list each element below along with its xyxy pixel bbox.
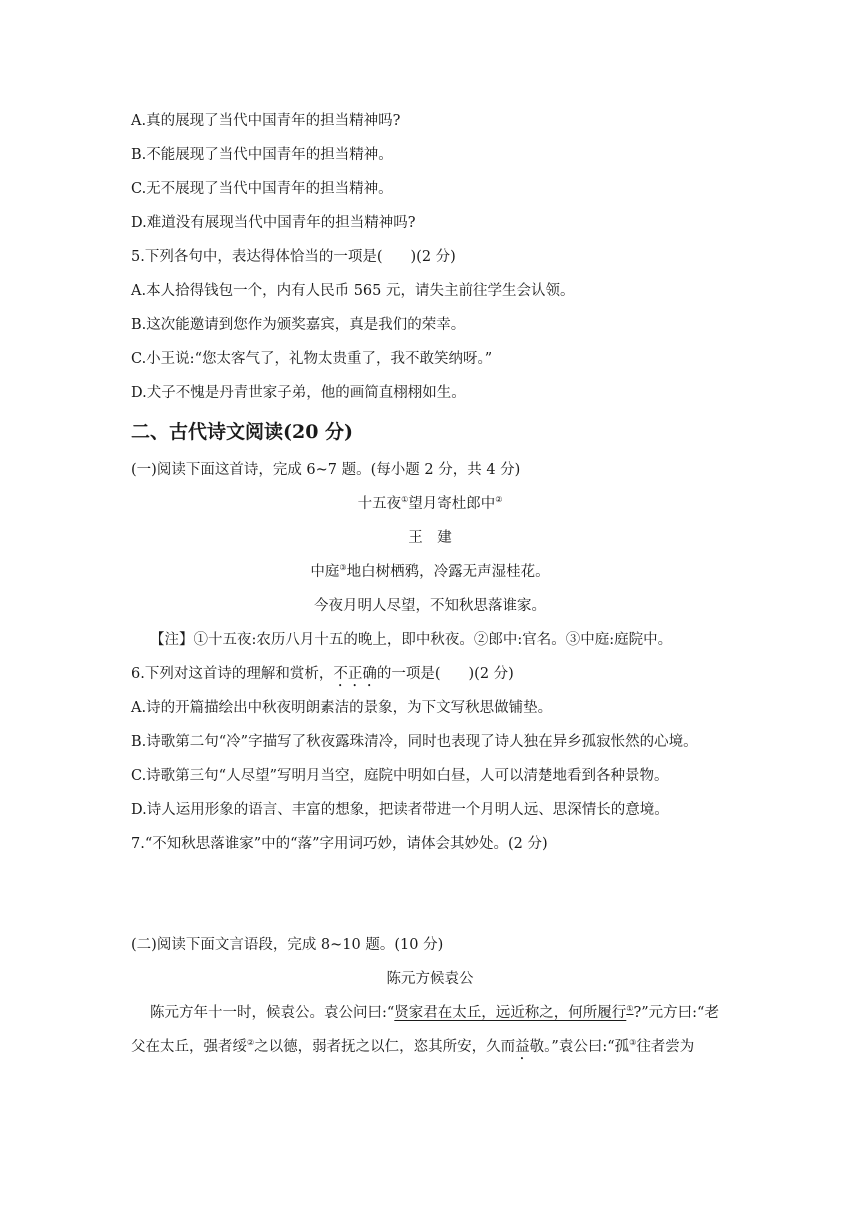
q6-option-d: D.诗人运用形象的语言、丰富的想象，把读者带进一个月明人远、思深情长的意境。: [131, 802, 669, 818]
poem-reading-intro: (一)阅读下面这首诗，完成 6~7 题。(每小题 2 分，共 4 分): [131, 462, 521, 478]
q4-option-c: C.无不展现了当代中国青年的担当精神。: [131, 181, 393, 197]
passage-title: 陈元方候袁公: [386, 971, 474, 987]
section-heading: 二、古代诗文阅读(20 分): [131, 421, 354, 443]
passage-line-1: 陈元方年十一时，候袁公。袁公问曰:“贤家君在太丘，远近称之，何所履行①?”元方曰:“老: [150, 1004, 719, 1021]
q6-option-b: B.诗歌第二句“冷”字描写了秋夜露珠清冷，同时也表现了诗人独在异乡孤寂怅然的心境。: [131, 734, 698, 750]
passage-line-2: 父在太丘，强者绥②之以德，弱者抚之以仁，恣其所安，久而益敬。”袁公曰:“孤③往者尝为: [131, 1038, 695, 1055]
q5-option-c: C.小王说:“您太客气了，礼物太贵重了，我不敢笑纳呀。”: [131, 351, 493, 367]
q5-option-b: B.这次能邀请到您作为颁奖嘉宾，真是我们的荣幸。: [131, 317, 466, 333]
poem-author: 王 建: [408, 530, 452, 546]
classical-reading-intro: (二)阅读下面文言语段，完成 8~10 题。(10 分): [131, 937, 444, 953]
q6-stem: 6.下列对这首诗的理解和赏析，不正确的一项是( )(2 分): [131, 666, 514, 682]
poem-line-1: 中庭③地白树栖鸦，冷露无声湿桂花。: [310, 563, 550, 580]
q4-option-a: A.真的展现了当代中国青年的担当精神吗?: [131, 113, 401, 129]
q4-option-d: D.难道没有展现当代中国青年的担当精神吗?: [131, 215, 416, 231]
poem-title: 十五夜①望月寄杜郎中②: [357, 495, 503, 512]
poem-note: 【注】①十五夜:农历八月十五的晚上，即中秋夜。②郎中:官名。③中庭:庭院中。: [150, 632, 673, 648]
q5-stem: 5.下列各句中，表达得体恰当的一项是( )(2 分): [131, 249, 456, 265]
q6-option-c: C.诗歌第三句“人尽望”写明月当空，庭院中明如白昼，人可以清楚地看到各种景物。: [131, 768, 669, 784]
q7-stem: 7.“不知秋思落谁家”中的“落”字用词巧妙，请体会其妙处。(2 分): [131, 836, 548, 852]
q5-option-a: A.本人拾得钱包一个，内有人民币 565 元，请失主前往学生会认领。: [131, 283, 575, 299]
q6-option-a: A.诗的开篇描绘出中秋夜明朗素洁的景象，为下文写秋思做铺垫。: [131, 700, 553, 716]
q4-option-b: B.不能展现了当代中国青年的担当精神。: [131, 147, 393, 163]
poem-line-2: 今夜月明人尽望，不知秋思落谁家。: [314, 598, 546, 614]
q5-option-d: D.犬子不愧是丹青世家子弟，他的画简直栩栩如生。: [131, 385, 466, 401]
